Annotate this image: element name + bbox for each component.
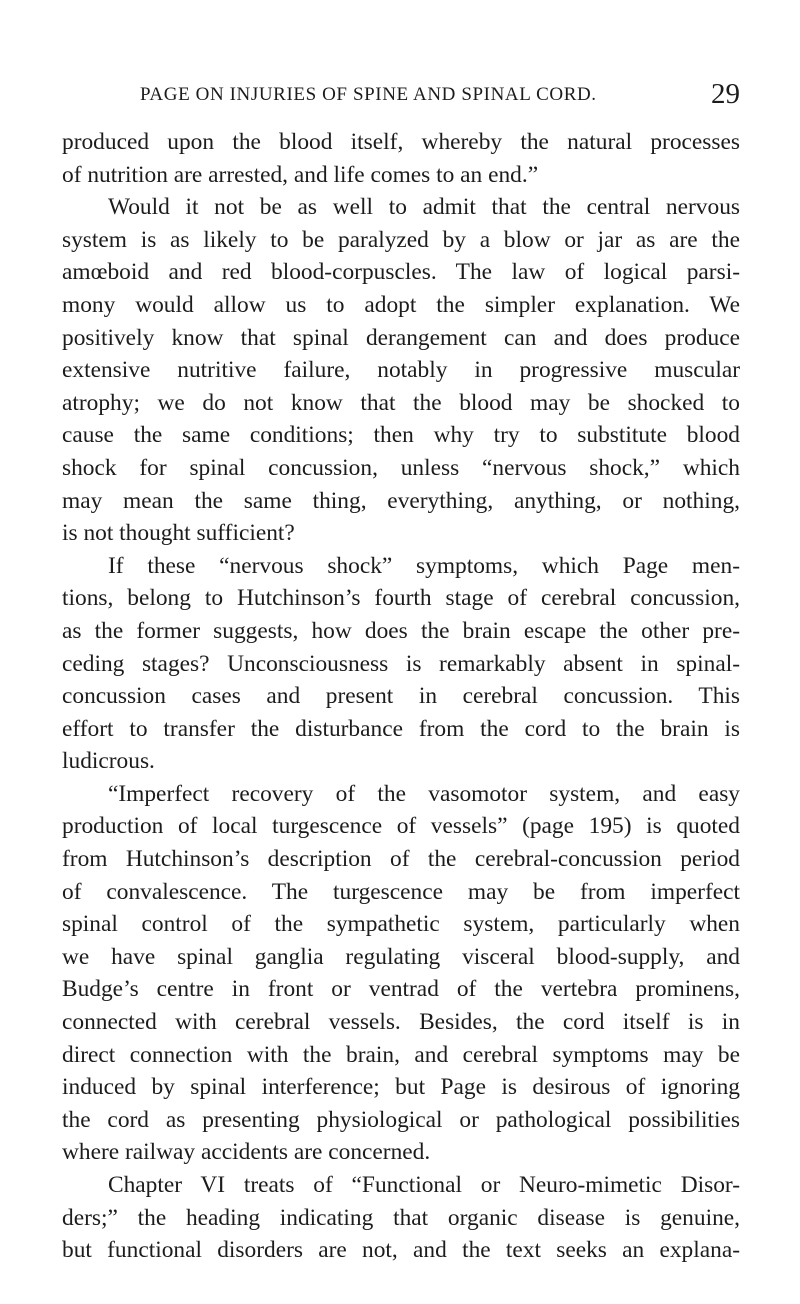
text-line: cause the same conditions; then why try to substitute blood	[62, 422, 740, 449]
text-line: where railway accidents are concerned.	[62, 1139, 431, 1166]
page-header	[140, 78, 740, 112]
text-line: spinal control of the sympathetic system, particularly when	[62, 911, 740, 938]
text-line: production of local turgescence of vessels” (page 195) is quoted	[62, 813, 740, 840]
text-line: but functional disorders are not, and the text seeks an explana-	[62, 1237, 740, 1264]
text-line: connected with cerebral vessels. Besides, the cord itself is in	[62, 1009, 740, 1036]
text-line: produced upon the blood itself, whereby the natural processes	[62, 129, 740, 155]
text-line: we have spinal ganglia regulating visceral blood-supply, and	[62, 943, 740, 970]
text-line: Would it not be as well to admit that the central nervous	[108, 194, 740, 221]
text-line: effort to transfer the disturbance from the cord to the brain is	[62, 715, 740, 742]
text-line: Budge’s centre in front or ventrad of the vertebra prominens,	[62, 976, 740, 1003]
text-line: of nutrition are arrested, and life comes to an end.”	[62, 161, 539, 188]
page-number: 29	[711, 78, 740, 110]
text-line: positively know that spinal derangement can and does produce	[62, 324, 740, 351]
text-line: system is as likely to be paralyzed by a blow or jar as are the	[62, 226, 740, 253]
text-line: from Hutchinson’s description of the cerebral-concussion period	[62, 846, 740, 873]
text-line: If these “nervous shock” symptoms, which Page men-	[108, 552, 740, 579]
text-line: direct connection with the brain, and cerebral symptoms may be	[62, 1041, 740, 1068]
text-line: induced by spinal interference; but Page is desirous of ignoring	[62, 1074, 740, 1101]
running-title: PAGE ON INJURIES OF SPINE AND SPINAL CORD.	[140, 84, 597, 105]
text-line: shock for spinal concussion, unless “nervous shock,” which	[62, 454, 740, 481]
body-text	[62, 126, 740, 1267]
text-line: ceding stages? Unconsciousness is remarkably absent in spinal-	[62, 650, 740, 677]
text-line: concussion cases and present in cerebral concussion. This	[62, 683, 740, 710]
text-line: mony would allow us to adopt the simpler explanation. We	[62, 291, 740, 318]
text-line: “Imperfect recovery of the vasomotor system, and easy	[108, 780, 740, 807]
text-line: ders;” the heading indicating that organic disease is genuine,	[62, 1204, 740, 1231]
text-line: is not thought sufficient?	[62, 520, 295, 547]
text-line: tions, belong to Hutchinson’s fourth stage of cerebral concussion,	[62, 585, 740, 612]
text-line: as the former suggests, how does the brain escape the other pre-	[62, 617, 740, 644]
text-line: amœboid and red blood-corpuscles. The law of logical parsi-	[62, 259, 740, 286]
text-line: may mean the same thing, everything, anything, or nothing,	[62, 487, 740, 514]
text-line: extensive nutritive failure, notably in progressive muscular	[62, 357, 740, 384]
text-line: ludicrous.	[62, 748, 155, 775]
text-line: atrophy; we do not know that the blood may be shocked to	[62, 389, 740, 416]
text-line: the cord as presenting physiological or pathological possibilities	[62, 1106, 740, 1133]
text-line: of convalescence. The turgescence may be from imperfect	[62, 878, 740, 905]
text-line: Chapter VI treats of “Functional or Neuro-mimetic Disor-	[108, 1172, 740, 1198]
